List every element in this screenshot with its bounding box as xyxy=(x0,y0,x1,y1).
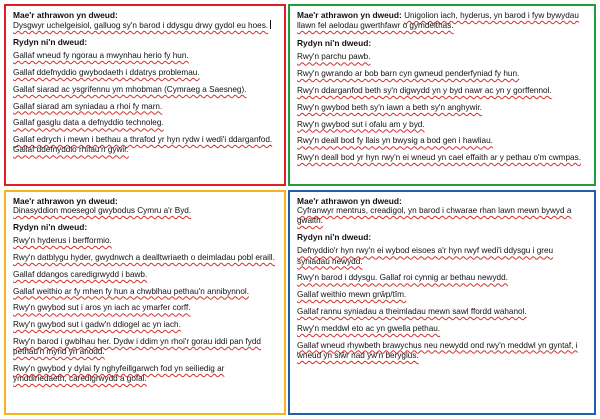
learner-statement[interactable]: Rwy'n gwybod sut i ofalu am y byd. xyxy=(297,119,425,129)
learner-statement[interactable]: Rwy'n barod i gwblhau her. Dydw i ddim yn rhoi'r gorau iddi pan fydd pethau'n mynd yn anodd. xyxy=(13,336,261,357)
card-ambitious-learners xyxy=(4,4,286,186)
learner-statement[interactable]: Gallaf siarad am syniadau a rhoi fy marn. xyxy=(13,101,163,111)
learner-statement[interactable]: Rwy'n parchu pawb. xyxy=(297,52,371,62)
learner-statements xyxy=(297,246,588,361)
learners-heading: Rydyn ni'n dweud: xyxy=(13,222,88,233)
learners-heading: Rydyn ni'n dweud: xyxy=(297,232,372,243)
learner-statement[interactable]: Gallaf wneud rhywbeth brawychus neu newydd ond rwy'n meddwl yn gyntaf, i wneud yn siŵr nad yw'n beryglus. xyxy=(297,340,578,360)
learner-statement[interactable]: Gallaf weithio mewn grŵp/tîm. xyxy=(297,290,407,300)
card-enterprising-contributors xyxy=(288,190,596,415)
card-healthy-individuals xyxy=(288,4,596,186)
teacher-statement[interactable]: Unigolion iach, hyderus, yn barod i fyw bywydau llawn fel aelodau gwerthfawr o gymdeithas. xyxy=(297,11,579,31)
learners-heading: Rydyn ni'n dweud: xyxy=(297,38,372,49)
learner-statement[interactable]: Gallaf wneud fy ngorau a mwynhau herio fy hun. xyxy=(13,51,189,61)
teacher-statement[interactable]: Cyfranwyr mentrus, creadigol, yn barod i chwarae rhan lawn mewn bywyd a gwaith. xyxy=(297,206,572,226)
learner-statement[interactable]: Rwy'n deall bod fy llais yn bwysig a bod gen i hawliau. xyxy=(297,136,493,146)
learners-heading: Rydyn ni'n dweud: xyxy=(13,37,88,48)
learner-statement[interactable]: Gallaf ddefnyddio gwybodaeth i ddatrys problemau. xyxy=(13,68,200,77)
teacher-heading: Mae'r athrawon yn dweud: xyxy=(297,10,402,20)
learner-statements xyxy=(13,236,278,384)
learner-statement[interactable]: Rwy'n deall bod yr hyn rwy'n ei wneud yn cael effaith ar y pethau o'm cwmpas. xyxy=(297,153,581,163)
learner-statements xyxy=(13,51,278,155)
card-ethical-citizens xyxy=(4,190,286,415)
teacher-heading: Mae'r athrawon yn dweud: xyxy=(13,10,118,20)
learner-statement[interactable]: Gallaf weithio ar fy mhen fy hun a chwblhau pethau'n annibynnol. xyxy=(13,286,249,296)
learner-statement[interactable]: Rwy'n barod i ddysgu. Gallaf roi cynnig ar bethau newydd. xyxy=(297,273,508,283)
learner-statement[interactable]: Gallaf edrych i mewn i bethau a thrafod yr hyn rydw i wedi'i ddarganfod. Gallaf ddefnyddio rhifau'n gywir. xyxy=(13,135,273,155)
learner-statement[interactable]: Gallaf gasglu data a defnyddio technoleg. xyxy=(13,118,164,128)
learner-statement[interactable]: Rwy'n gwybod sut i aros yn iach ac ymarfer corff. xyxy=(13,303,191,313)
learner-statement[interactable]: Defnyddio'r hyn rwy'n ei wybod eisoes a'r hyn rwyf wedi'i ddysgu i greu syniadau newydd. xyxy=(297,246,554,266)
learner-statement[interactable]: Rwy'n gwrando ar bob barn cyn gwneud penderfyniad fy hun. xyxy=(297,69,520,79)
learner-statement[interactable]: Rwy'n gwybod beth sy'n iawn a beth sy'n anghywir. xyxy=(297,102,482,112)
teacher-heading: Mae'r athrawon yn dweud: xyxy=(13,196,118,206)
learner-statement[interactable]: Gallaf ddangos caredigrwydd i bawb. xyxy=(13,269,148,279)
learner-statement[interactable]: Rwy'n meddwl eto ac yn gwella pethau. xyxy=(297,323,441,333)
learner-statement[interactable]: Gallaf siarad ac ysgrifennu ym mhobman (Cymraeg a Saesneg). xyxy=(13,84,247,94)
learner-statement[interactable]: Rwy'n datblygu hyder, gwydnwch a dealltwriaeth o deimladau pobl eraill. xyxy=(13,253,275,262)
learner-statement[interactable]: Gallaf rannu syniadau a theimladau mewn sawl ffordd wahanol. xyxy=(297,307,527,316)
learner-statements xyxy=(297,52,588,163)
learner-statement[interactable]: Rwy'n ddarganfod beth sy'n digwydd yn y byd nawr ac yn y gorffennol. xyxy=(297,86,552,95)
teacher-statement[interactable]: Dysgwyr uchelgeisiol, galluog sy'n barod i ddysgu drwy gydol eu hoes. xyxy=(13,21,269,30)
text-cursor xyxy=(270,20,271,29)
learner-statement[interactable]: Rwy'n hyderus i berfformio. xyxy=(13,236,112,246)
teacher-heading: Mae'r athrawon yn dweud: xyxy=(297,196,402,206)
learner-statement[interactable]: Rwy'n gwybod sut i gadw'n ddiogel ac yn iach. xyxy=(13,320,181,330)
teacher-statement[interactable]: Dinasyddion moesegol gwybodus Cymru a'r Byd. xyxy=(13,206,192,215)
learner-statement[interactable]: Rwy'n gwybod y dylai fy nghyfeillgarwch fod yn seiliedig ar ymddiriedaeth, caredigrwydd a gofal. xyxy=(13,363,225,384)
